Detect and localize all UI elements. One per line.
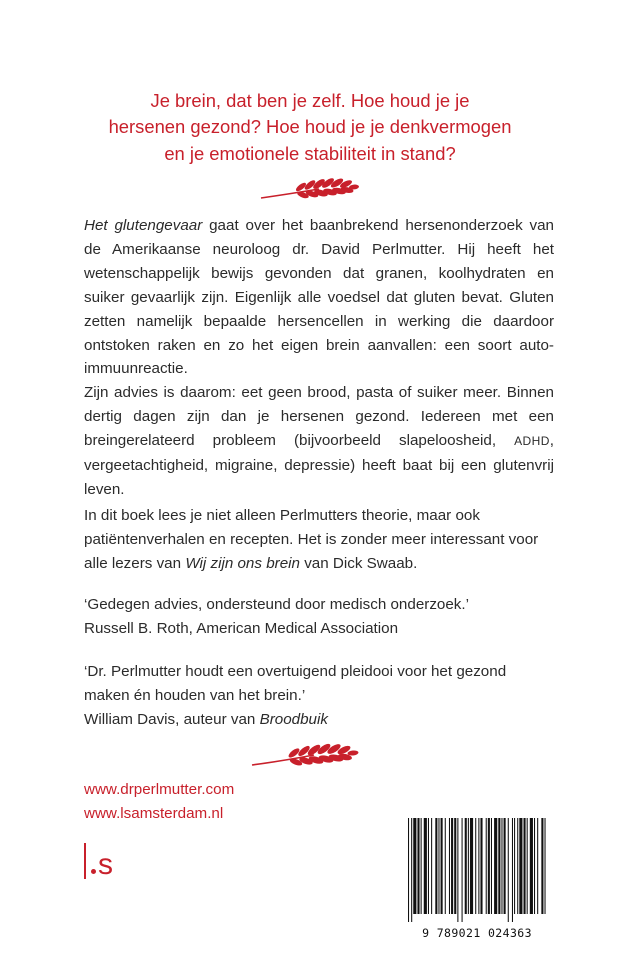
barcode-bar (449, 818, 450, 914)
wheat-ear-icon (259, 175, 359, 203)
quote-2-attribution (84, 708, 554, 732)
quote-2-text: ‘Dr. Perlmutter houdt een overtuigend pleidooi voor het gezond maken én houden van het brein.’ (84, 663, 507, 704)
author-website-link[interactable]: www.drperlmutter.com (84, 781, 235, 798)
barcode-bar (534, 818, 535, 914)
description-paragraph-1 (84, 214, 554, 381)
website-links (84, 778, 234, 825)
description-paragraph-1-text: gaat over het baanbrekend hersenonderzoek van de Amerikaanse neuroloog dr. David Perlmutter. Hij heeft het wetenschappelijk bewijs gevonden dat granen, koolhydraten en suiker gevaarlijk zijn. Eigenlijk alle voedsel dat gluten bevat. Gluten zetten namelijk bepaalde hersencellen in werking die daardoor ontstoken raken en zo het eigen brein aanvallen: een soort auto-immuunreactie. (84, 217, 554, 378)
barcode-bar (545, 818, 546, 914)
publisher-logo (84, 843, 134, 883)
barcode-bar (457, 818, 458, 922)
intro-line-2: hersenen gezond? Hoe houd je je denkvermogen (108, 116, 512, 138)
barcode-bar (512, 818, 513, 922)
isbn-number: 9 789021 024363 (422, 926, 532, 940)
barcode-bar (438, 818, 439, 914)
barcode-bar (468, 818, 469, 914)
barcode-bar (431, 818, 432, 914)
barcode-bar (424, 818, 427, 914)
barcode-bar (478, 818, 479, 914)
barcode-bar (508, 818, 509, 922)
barcode-bar (470, 818, 473, 914)
book-contents-text (84, 504, 554, 576)
logo-bar (84, 843, 86, 879)
barcode-bar (421, 818, 422, 914)
barcode-bar (524, 818, 526, 914)
book-contents-tail: van Dick Swaab. (299, 554, 418, 572)
barcode-bar (541, 818, 543, 914)
book-title: Het glutengevaar (84, 217, 203, 234)
barcode-bar (519, 818, 522, 914)
barcode-bar (441, 818, 443, 914)
intro-line-3: en je emotionele stabiliteit in stand? (164, 142, 456, 164)
adhd-abbreviation: ADHD (514, 434, 550, 449)
barcode-bar (408, 818, 409, 922)
barcode-bar (462, 818, 463, 922)
quote-1-text: ‘Gedegen advies, ondersteund door medisch onderzoek.’ (84, 596, 469, 613)
related-book-title: Wij zijn ons brein (185, 554, 300, 572)
barcode-bar (428, 818, 429, 914)
barcode-bar (514, 818, 515, 914)
barcode-bar (480, 818, 482, 914)
description-text (84, 214, 554, 502)
publisher-website-link[interactable]: www.lsamsterdam.nl (84, 804, 224, 822)
isbn-barcode (402, 814, 552, 942)
barcode-bar (451, 818, 453, 914)
description-paragraph-2 (84, 381, 554, 502)
barcode-bar (454, 818, 456, 914)
barcode-bars (402, 814, 552, 926)
logo-letter: s (98, 848, 113, 881)
barcode-bar (435, 818, 437, 914)
book-contents-lead: In dit boek lees je niet alleen Perlmutters theorie, maar ook patiëntenverhalen en recepten. Het is zonder meer interessant voor alle lezers van (84, 507, 539, 572)
review-quote-2 (84, 660, 554, 732)
description-paragraph-2-text: Zijn advies is daarom: eet geen brood, pasta of suiker meer. Binnen dertig dagen zijn dan je hersenen gezond. Iedereen met een breingerelateerd probleem (bijvoorbeeld slapeloosheid, (84, 384, 554, 450)
intro-question (60, 88, 560, 167)
logo-dot (91, 869, 96, 874)
barcode-bar (537, 818, 538, 914)
barcode-bar (530, 818, 533, 914)
barcode-bar (517, 818, 518, 914)
quote-2-author: William Davis, auteur van (84, 710, 260, 728)
barcode-bar (504, 818, 506, 914)
barcode-bar (486, 818, 487, 914)
barcode-bar (488, 818, 490, 914)
quote-2-book-title: Broodbuik (259, 710, 328, 728)
quote-1-attribution: Russell B. Roth, American Medical Association (84, 619, 399, 637)
barcode-bar (527, 818, 528, 914)
barcode-bar (494, 818, 497, 914)
barcode-bar (491, 818, 492, 914)
barcode-bar (475, 818, 476, 914)
description-paragraph-2-tail: , vergeetachtigheid, migraine, depressie) heeft baat bij een glutenvrij leven. (84, 432, 554, 498)
barcode-bar (498, 818, 500, 914)
intro-line-1: Je brein, dat ben je zelf. Hoe houd je je (150, 90, 470, 111)
book-contents-paragraph (84, 504, 554, 576)
wheat-ear-icon (250, 740, 360, 770)
barcode-bar (411, 818, 412, 922)
barcode-bar (501, 818, 502, 914)
barcode-bar (465, 818, 467, 914)
barcode-bar (445, 818, 446, 914)
barcode-bar (413, 818, 416, 914)
barcode-bar (417, 818, 419, 914)
review-quote-1 (84, 593, 554, 641)
